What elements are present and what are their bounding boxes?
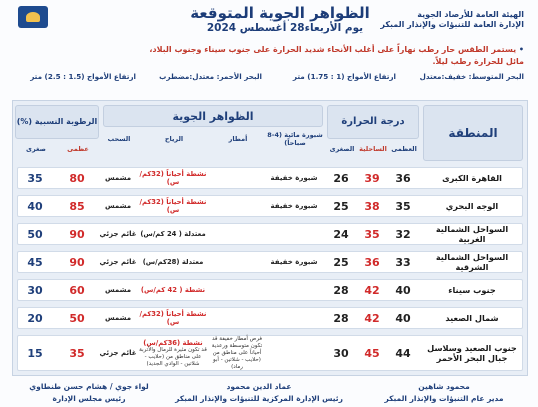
department-name: الإدارة العامة للتنبؤات والإنذار المبكر	[380, 19, 524, 29]
rain-value	[208, 308, 266, 328]
wind-value: نشطة أحياناً (32كم/س)	[139, 198, 207, 214]
header-t-min: الصغرى	[329, 145, 355, 153]
header-temperature: درجة الحرارة	[327, 105, 419, 139]
header-rain: أمطار	[228, 135, 248, 143]
temp-min: 28	[333, 311, 349, 325]
humidity-min: 50	[27, 227, 43, 241]
fog-value: شبورة خفيفة	[270, 258, 318, 266]
temp-min: 30	[333, 346, 349, 360]
wind-value: نشطة أحياناً (32كم/س)	[139, 170, 207, 186]
authority-block	[380, 10, 524, 29]
temp-max: 36	[395, 171, 411, 185]
wind-value: نشطة ( 42 كم/س)	[140, 286, 206, 294]
fog-value	[266, 224, 322, 244]
temp-min: 25	[333, 255, 349, 269]
wind-value: نشطة (36كم/س)	[143, 338, 203, 347]
rain-value	[208, 224, 266, 244]
humidity-min: 20	[27, 311, 43, 325]
humidity-max: 85	[69, 199, 85, 213]
header-h-max: عظمى	[67, 145, 89, 153]
header	[0, 0, 538, 34]
red-sea-state: البحر الأحمر: معتدل:مضطرب	[159, 72, 262, 81]
med-sea-waves: ارتفاع الأمواج (1 : 1.75) متر	[292, 72, 396, 81]
header-h-min: صغرى	[26, 145, 46, 153]
rain-value	[208, 280, 266, 300]
summary-line-2: مائل للحرارة رطب ليلاً.	[432, 57, 524, 66]
humidity-max: 60	[69, 283, 85, 297]
fog-value: شبورة خفيفة	[270, 174, 318, 182]
table-header	[17, 105, 523, 163]
temp-min: 28	[333, 283, 349, 297]
humidity-max: 90	[69, 255, 85, 269]
header-region: المنطقة	[423, 105, 523, 161]
humidity-min: 40	[27, 199, 43, 213]
header-humidity: الرطوبة النسبية (%)	[15, 105, 99, 139]
clouds-value: غائم جزئي	[99, 349, 137, 357]
summary-line-1: يستمر الطقس حار رطب نهاراً على أغلب الأنحاء شديد الحرارة على جنوب سيناء وجنوب البلاد،	[149, 45, 517, 54]
chairman-title: رئيس مجلس الإدارة	[52, 394, 126, 403]
humidity-max: 35	[69, 346, 85, 360]
central-head-title: رئيس الإدارة المركزية للتنبؤات والإنذار المبكر	[175, 394, 343, 403]
clouds-value: مشمس	[104, 286, 132, 294]
signature-central-head	[164, 381, 354, 405]
forecast-director-title: مدير عام التنبؤات والإنذار المبكر	[384, 394, 504, 403]
region-name: السواحل الشمالية الغربية	[435, 224, 509, 244]
sea-state	[18, 72, 524, 86]
header-fog: شبورة مائية (4-8 صباحاً)	[267, 131, 323, 147]
temp-max: 32	[395, 227, 411, 241]
central-head-name: عماد الدين محمود	[226, 382, 292, 391]
region-name: القاهرة الكبرى	[442, 173, 502, 183]
temp-coastal: 36	[364, 255, 380, 269]
signature-chairman	[14, 381, 164, 405]
fog-value	[266, 280, 322, 300]
table-row	[17, 307, 523, 329]
forecast-table	[12, 100, 528, 376]
header-clouds: السحب	[107, 135, 131, 143]
table-row	[17, 335, 523, 371]
temp-coastal: 38	[364, 199, 380, 213]
temp-min: 25	[333, 199, 349, 213]
fog-value	[266, 308, 322, 328]
clouds-value: مشمس	[104, 314, 132, 322]
fog-value	[266, 336, 322, 370]
humidity-min: 15	[27, 346, 43, 360]
med-sea-state: البحر المتوسط: خفيف:معتدل	[419, 72, 524, 81]
rain-value: فرص أمطار خفيفة قد تكون متوسطة ورعدية أحياناً على مناطق من (حلايب - شلاتين - أبو رماد)	[211, 335, 263, 370]
fog-value: شبورة خفيفة	[270, 202, 318, 210]
table-row	[17, 279, 523, 301]
region-name: جنوب سيناء	[448, 285, 496, 295]
temp-coastal: 42	[364, 311, 380, 325]
humidity-min: 30	[27, 283, 43, 297]
rain-value	[208, 196, 266, 216]
temp-min: 24	[333, 227, 349, 241]
forecast-director-name: محمود شاهين	[418, 382, 470, 391]
header-phenomena: الظواهر الجوية	[103, 105, 323, 127]
temp-coastal: 39	[364, 171, 380, 185]
temp-coastal: 42	[364, 283, 380, 297]
temp-min: 26	[333, 171, 349, 185]
humidity-min: 45	[27, 255, 43, 269]
wind-value: معتدلة ( 24 كم/س)	[140, 230, 206, 238]
temp-max: 44	[395, 346, 411, 360]
humidity-max: 90	[69, 227, 85, 241]
footer-signatures	[0, 378, 538, 407]
chairman-name: لواء جوي / هشام حسن طنطاوي	[29, 382, 149, 391]
wind-note: قد تكون مثيرة للرمال والأتربة على مناطق من (حلايب - شلاتين - الوادي الجديد)	[139, 346, 207, 367]
humidity-max: 50	[69, 311, 85, 325]
table-row	[17, 195, 523, 217]
humidity-min: 35	[27, 171, 43, 185]
clouds-value: مشمس	[104, 174, 132, 182]
ema-logo-icon	[18, 6, 48, 28]
header-t-coastal: الساحلية	[359, 145, 387, 153]
rain-value	[208, 168, 266, 188]
table-row	[17, 167, 523, 189]
wind-cell	[138, 336, 208, 370]
clouds-value: غائم جزئي	[99, 230, 137, 238]
temp-max: 40	[395, 311, 411, 325]
clouds-value: غائم جزئي	[99, 258, 137, 266]
table-row	[17, 223, 523, 245]
bulletin-title: الظواهر الجوية المتوقعة	[190, 4, 370, 22]
region-name: جنوب الصعيد وسلاسل جبال البحر الأحمر	[427, 343, 517, 363]
humidity-max: 80	[69, 171, 85, 185]
table-row	[17, 251, 523, 273]
authority-name: الهيئة العامة للأرصاد الجوية	[417, 10, 524, 19]
wind-value: معتدلة (28كم/س)	[142, 258, 204, 266]
temp-max: 35	[395, 199, 411, 213]
region-name: الوجه البحري	[445, 201, 499, 211]
temp-coastal: 45	[364, 346, 380, 360]
header-wind: الرياح	[164, 135, 184, 143]
bulletin-date: يوم الأربعاء28 أغسطس 2024	[206, 22, 364, 34]
wind-value: نشطة أحياناً (32كم/س)	[139, 310, 207, 326]
region-name: شمال الصعيد	[445, 313, 499, 323]
temp-max: 40	[395, 283, 411, 297]
signature-forecast-director	[364, 381, 524, 405]
header-t-max: العظمى	[391, 145, 417, 153]
forecast-summary: • يستمر الطقس حار رطب نهاراً على أغلب الأنحاء شديد الحرارة على جنوب سيناء وجنوب البلاد، مائل للحرارة رطب ليلاً.	[144, 44, 524, 68]
clouds-value: مشمس	[104, 202, 132, 210]
rain-value	[208, 252, 266, 272]
region-name: السواحل الشمالية الشرقية	[435, 252, 509, 272]
temp-max: 33	[395, 255, 411, 269]
red-sea-waves: ارتفاع الأمواج (1.5 : 2.5) متر	[30, 72, 136, 81]
temp-coastal: 35	[364, 227, 380, 241]
